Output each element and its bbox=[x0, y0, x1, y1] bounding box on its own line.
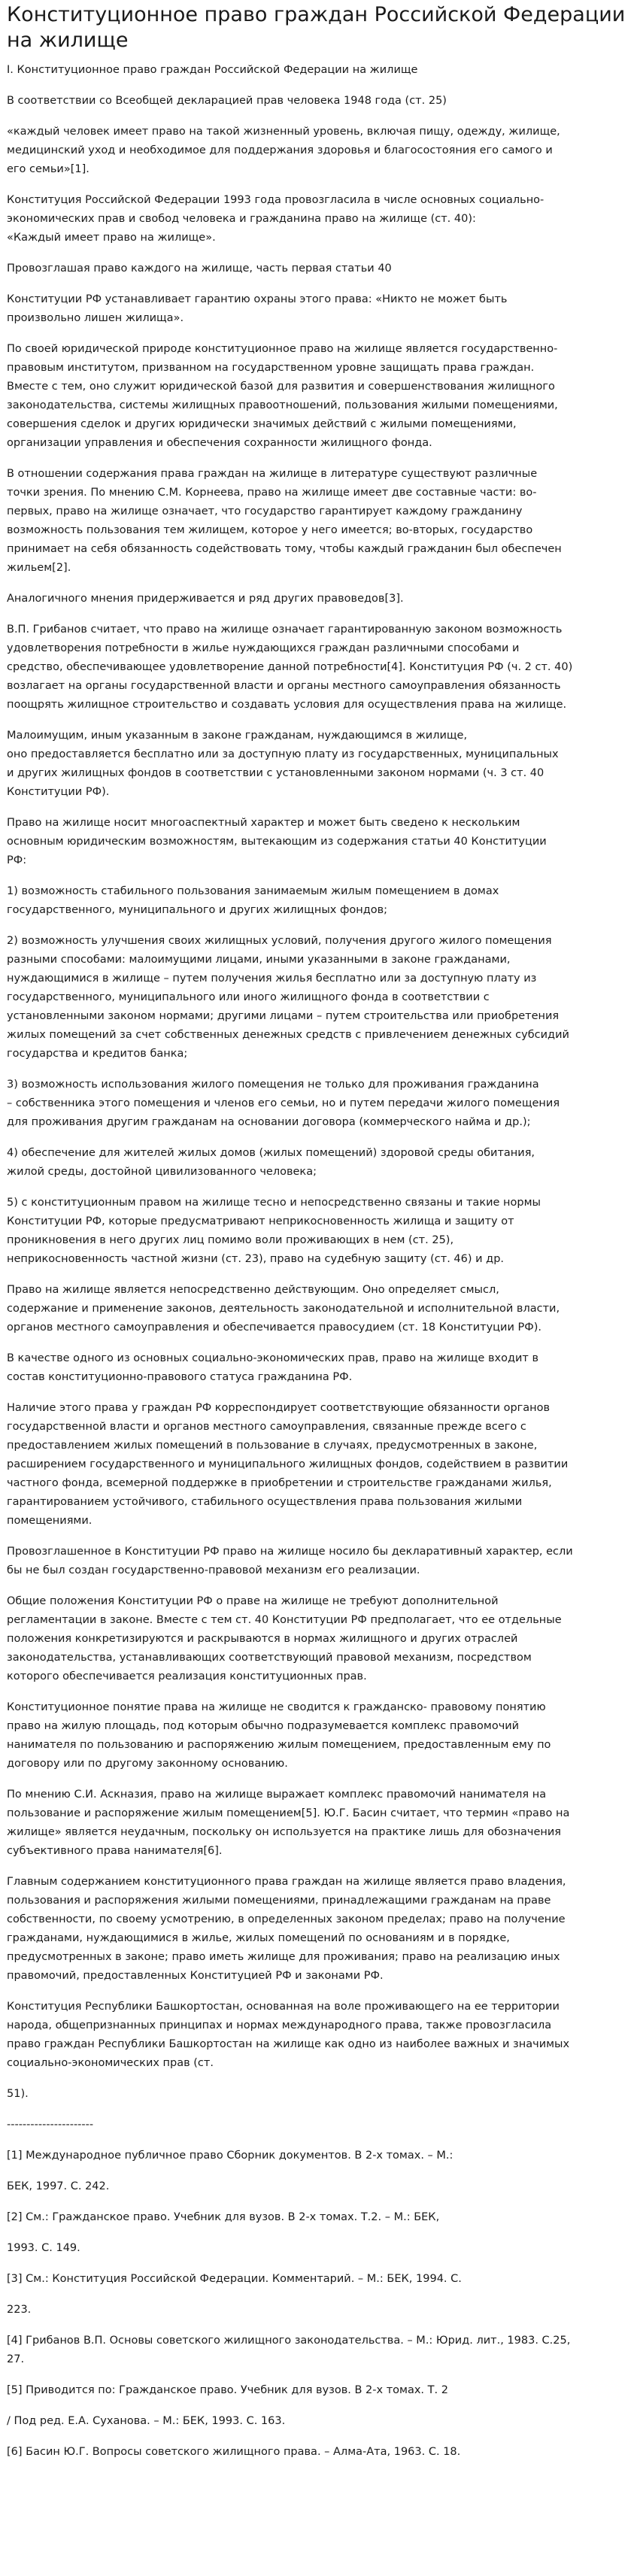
footnote: [2] См.: Гражданское право. Учебник для вузов. В 2-х томах. Т.2. – М.: БЕК, bbox=[7, 2211, 440, 2223]
paragraph: Аналогичного мнения придерживается и ряд других правоведов[3]. bbox=[7, 593, 404, 605]
paragraph: Конституции РФ устанавливает гарантию охраны этого права: «Никто не может быть произвольно лишен жилища». bbox=[7, 293, 508, 324]
paragraph: Право на жилище является непосредственно действующим. Оно определяет смысл, содержание и применение законов, деятельность законодательной и исполнительной власти, органов местного самоуправления и обеспечивается правосудием (ст. 18 Конституции РФ). bbox=[7, 1284, 560, 1334]
footnote: [6] Басин Ю.Г. Вопросы советского жилищного права. – Алма-Ата, 1963. С. 18. bbox=[7, 2446, 461, 2458]
footnote: 1993. С. 149. bbox=[7, 2242, 80, 2254]
footnote: / Под ред. Е.А. Суханова. – М.: БЕК, 1993. С. 163. bbox=[7, 2415, 286, 2427]
paragraph: Наличие этого права у граждан РФ корреспондирует соответствующие обязанности органов государственной власти и органов местного самоуправления, связанные прежде всего с предоставлением жилых помещений в пользование в случаях, предусмотренных в законе, расширением государственного и муниципального жилищных фондов, содействием в развитии частного фонда, всемерной поддержке в приобретении и строительстве гражданами жилья, гарантированием устойчивого, стабильного осуществления права пользования жилыми помещениями. bbox=[7, 1402, 569, 1527]
paragraph: 4) обеспечение для жителей жилых домов (жилых помещений) здоровой среды обитания, жилой среды, достойной цивилизованного человека; bbox=[7, 1147, 535, 1178]
document-body bbox=[7, 61, 630, 2135]
footnote: [1] Международное публичное право Сборник документов. В 2-х томах. – М.: bbox=[7, 2150, 453, 2162]
paragraph: Провозглашенное в Конституции РФ право на жилище носило бы декларативный характер, если бы не был создан государственно-правовой механизм его реализации. bbox=[7, 1546, 573, 1576]
paragraph: 5) с конституционным правом на жилище тесно и непосредственно связаны и такие нормы Конституции РФ, которые предусматривают неприкосновенность жилища и защиту от проникновения в него других лиц помимо воли проживающих в нем (ст. 25), неприкосновенность частной жизни (ст. 23), право на судебную защиту (ст. 46) и др. bbox=[7, 1197, 541, 1265]
paragraph: Конституция Республики Башкортостан, основанная на воле проживающего на ее территории народа, общепризнанных принципах и нормах международного права, также провозгласила право граждан Республики Башкортостан на жилище как одно из наиболее важных и значимых социально-экономических прав (ст. bbox=[7, 2001, 570, 2069]
paragraph: В качестве одного из основных социально-экономических прав, право на жилище входит в состав конституционно-правового статуса гражданина РФ. bbox=[7, 1352, 539, 1383]
paragraph: I. Конституционное право граждан Российской Федерации на жилище bbox=[7, 64, 418, 76]
paragraph: Конституционное понятие права на жилище не сводится к гражданско- правовому понятию право на жилую площадь, под которым обычно подразумевается комплекс правомочий нанимателя по пользованию и распоряжению жилым помещением, предоставленным ему по договору или по другому законному основанию. bbox=[7, 1701, 551, 1770]
paragraph: ---------------------- bbox=[7, 2119, 94, 2131]
document-title: Конституционное право граждан Российской Федерации на жилище bbox=[7, 3, 626, 52]
paragraph: Общие положения Конституции РФ о праве на жилище не требуют дополнительной регламентации в законе. Вместе с тем ст. 40 Конституции РФ предполагает, что ее отдельные положения конкретизируются и раскрываются в нормах жилищного и других отраслей законодательства, устанавливающих соответствующий правовой механизм, посредством которого обеспечивается реализация конституционных прав. bbox=[7, 1595, 562, 1682]
paragraph: Право на жилище носит многоаспектный характер и может быть сведено к нескольким основным юридическим возможностям, вытекающим из содержания статьи 40 Конституции РФ: bbox=[7, 817, 547, 866]
paragraph: Конституция Российской Федерации 1993 года провозгласила в числе основных социально- экономических прав и свобод человека и гражданина право на жилище (ст. 40): «Каждый имеет право на жилище». bbox=[7, 194, 544, 244]
paragraph: По мнению С.И. Аскназия, право на жилище выражает комплекс правомочий нанимателя на пользование и распоряжение жилым помещением[5]. Ю.Г. Басин считает, что термин «право на жилище» является неудачным, поскольку он используется на практике лишь для обозначения субъективного права нанимателя[6]. bbox=[7, 1789, 570, 1857]
footnote: [3] См.: Конституция Российской Федерации. Комментарий. – М.: БЕК, 1994. С. bbox=[7, 2273, 462, 2285]
paragraph: 2) возможность улучшения своих жилищных условий, получения другого жилого помещения разными способами: малоимущими лицами, иными указанными в законе гражданами, нуждающимися в жилище – путем получения жилья бесплатно или за доступную плату из государственного, муниципального или иного жилищного фонда в соответствии с установленными законом нормами; другими лицами – путем строительства или приобретения жилых помещений за счет собственных денежных средств с привлечением денежных субсидий государства и кредитов банка; bbox=[7, 935, 569, 1060]
paragraph: 3) возможность использования жилого помещения не только для проживания гражданина – собственника этого помещения и членов его семьи, но и путем передачи жилого помещения для проживания другим гражданам на основании договора (коммерческого найма и др.); bbox=[7, 1079, 560, 1128]
paragraph: 1) возможность стабильного пользования занимаемым жилым помещением в домах государственного, муниципального и других жилищных фондов; bbox=[7, 885, 499, 916]
paragraph: По своей юридической природе конституционное право на жилище является государственно- правовым институтом, призванном на государственном уровне защищать права граждан. Вместе с тем, оно служит юридической базой для развития и совершенствования жилищного законодательства, системы жилищных правоотношений, пользования жилыми помещениями, совершения сделок и других юридически значимых действий с жилыми помещениями, организации управления и обеспечения сохранности жилищного фонда. bbox=[7, 343, 558, 449]
paragraph: В отношении содержания права граждан на жилище в литературе существуют различные точки зрения. По мнению С.М. Корнеева, право на жилище имеет две составные части: во- первых, право на жилище означает, что государство гарантирует каждому гражданину возможность пользования тем жилищем, которое у него имеется; во-вторых, государство принимает на себя обязанность содействовать тому, чтобы каждый гражданин был обеспечен жильем[2]. bbox=[7, 468, 562, 574]
footnote: [4] Грибанов В.П. Основы советского жилищного законодательства. – М.: Юрид. лит., 1983. С.25, 27. bbox=[7, 2335, 571, 2365]
paragraph: Малоимущим, иным указанным в законе гражданам, нуждающимся в жилище, оно предоставляется бесплатно или за доступную плату из государственных, муниципальных и других жилищных фондов в соответствии с установленными законом нормами (ч. 3 ст. 40 Конституции РФ). bbox=[7, 730, 559, 798]
paragraph: В соответствии со Всеобщей декларацией прав человека 1948 года (ст. 25) bbox=[7, 95, 447, 107]
footnote: 223. bbox=[7, 2304, 32, 2316]
footnote: [5] Приводится по: Гражданское право. Учебник для вузов. В 2-х томах. Т. 2 bbox=[7, 2384, 448, 2396]
paragraph: Главным содержанием конституционного права граждан на жилище является право владения, пользования и распоряжения жилыми помещениями, принадлежащими гражданам на праве собственности, по своему усмотрению, в определенных законом пределах; право на получение гражданами, нуждающимися в жилье, жилых помещений по основаниям и в порядке, предусмотренных в законе; право иметь жилище для проживания; право на реализацию иных правомочий, предоставленных Конституцией РФ и законами РФ. bbox=[7, 1876, 566, 1982]
paragraph: В.П. Грибанов считает, что право на жилище означает гарантированную законом возможность удовлетворения потребности в жилье нуждающихся граждан различными способами и средство, обеспечивающее удовлетворение данной потребности[4]. Конституция РФ (ч. 2 ст. 40) возлагает на органы государственной власти и органы местного самоуправления обязанность поощрять жилищное строительство и создавать условия для осуществления права на жилище. bbox=[7, 624, 573, 711]
footnotes bbox=[7, 2147, 630, 2462]
paragraph: Провозглашая право каждого на жилище, часть первая статьи 40 bbox=[7, 262, 392, 275]
footnote: БЕК, 1997. С. 242. bbox=[7, 2180, 110, 2192]
paragraph: «каждый человек имеет право на такой жизненный уровень, включая пищу, одежду, жилище, медицинский уход и необходимое для поддержания здоровья и благосостояния его самого и его семьи»[1]. bbox=[7, 126, 560, 175]
paragraph: 51). bbox=[7, 2088, 29, 2100]
